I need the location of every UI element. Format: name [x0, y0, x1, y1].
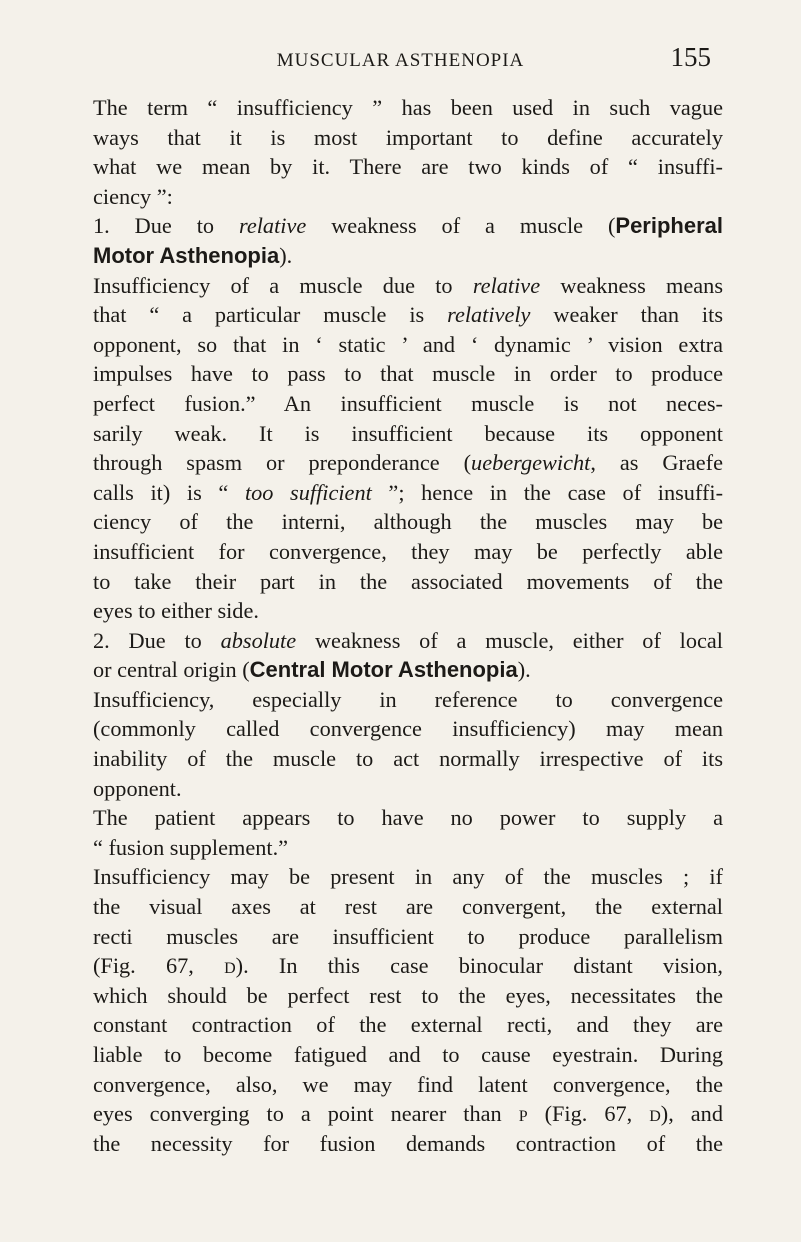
page-number: 155 — [670, 42, 711, 72]
text-line: (Fig. 67, d). In this case binocular distant vision, — [93, 953, 724, 979]
text-line: which should be perfect rest to the eyes, necessitates the — [93, 982, 723, 1008]
text-line: The term “ insufficiency ” has been used in such vague — [93, 95, 723, 120]
text-line: that “ a particular muscle is relatively weaker than its — [93, 302, 723, 328]
text-line: Insufficiency, especially in reference to convergence — [93, 686, 723, 712]
text-line: opponent. — [93, 775, 182, 801]
text-line: (commonly called convergence insufficiency) may mean — [93, 716, 723, 742]
text-line: perfect fusion.” An insufficient muscle is not neces- — [93, 390, 723, 416]
text-line: inability of the muscle to act normally irrespective of its — [93, 746, 723, 772]
text-line: convergence, also, we may find latent convergence, the — [93, 1071, 723, 1097]
text-line: impulses have to pass to that muscle in order to produce — [93, 361, 723, 387]
text-line: “ fusion supplement.” — [93, 834, 289, 860]
text-line: ciency ”: — [93, 183, 173, 209]
text-line: liable to become fatigued and to cause eyestrain. During — [93, 1042, 723, 1067]
text-line: insufficient for convergence, they may be perfectly able — [93, 538, 723, 564]
text-line: the visual axes at rest are convergent, the external — [93, 894, 723, 920]
text-line: or central origin (Central Motor Asthenopia). — [93, 657, 531, 683]
text-line: The patient appears to have no power to supply a — [93, 805, 723, 831]
text-line: Insufficiency may be present in any of the muscles ; if — [93, 864, 723, 890]
text-line: eyes converging to a point nearer than p (Fig. 67, d), and — [93, 1101, 723, 1127]
text-line: the necessity for fusion demands contraction of the — [93, 1130, 723, 1156]
text-line: ways that it is most important to define accurately — [93, 124, 723, 150]
text-line: through spasm or preponderance (uebergewicht, as Graefe — [93, 450, 723, 476]
text-line: constant contraction of the external recti, and they are — [93, 1012, 723, 1038]
text-line: 2. Due to absolute weakness of a muscle, either of local — [93, 627, 723, 653]
text-line: opponent, so that in ‘ static ’ and ‘ dynamic ’ vision extra — [93, 331, 723, 357]
text-line: Motor Asthenopia). — [93, 242, 293, 268]
text-line: eyes to either side. — [93, 598, 259, 624]
text-line: calls it) is “ too sufficient ”; hence in the case of insuffi- — [93, 479, 723, 505]
text-line: to take their part in the associated movements of the — [93, 568, 723, 594]
text-line: ciency of the interni, although the muscles may be — [93, 509, 723, 535]
body-text — [93, 93, 723, 1158]
chapter-title: MUSCULAR ASTHENOPIA — [276, 50, 525, 71]
text-line: recti muscles are insufficient to produce parallelism — [93, 923, 723, 949]
running-head — [0, 36, 801, 76]
text-line: 1. Due to relative weakness of a muscle (Peripheral — [93, 213, 723, 239]
text-line: Insufficiency of a muscle due to relative weakness means — [93, 272, 723, 298]
text-line: what we mean by it. There are two kinds of “ insuffi- — [93, 154, 723, 180]
text-line: sarily weak. It is insufficient because its opponent — [93, 420, 723, 446]
